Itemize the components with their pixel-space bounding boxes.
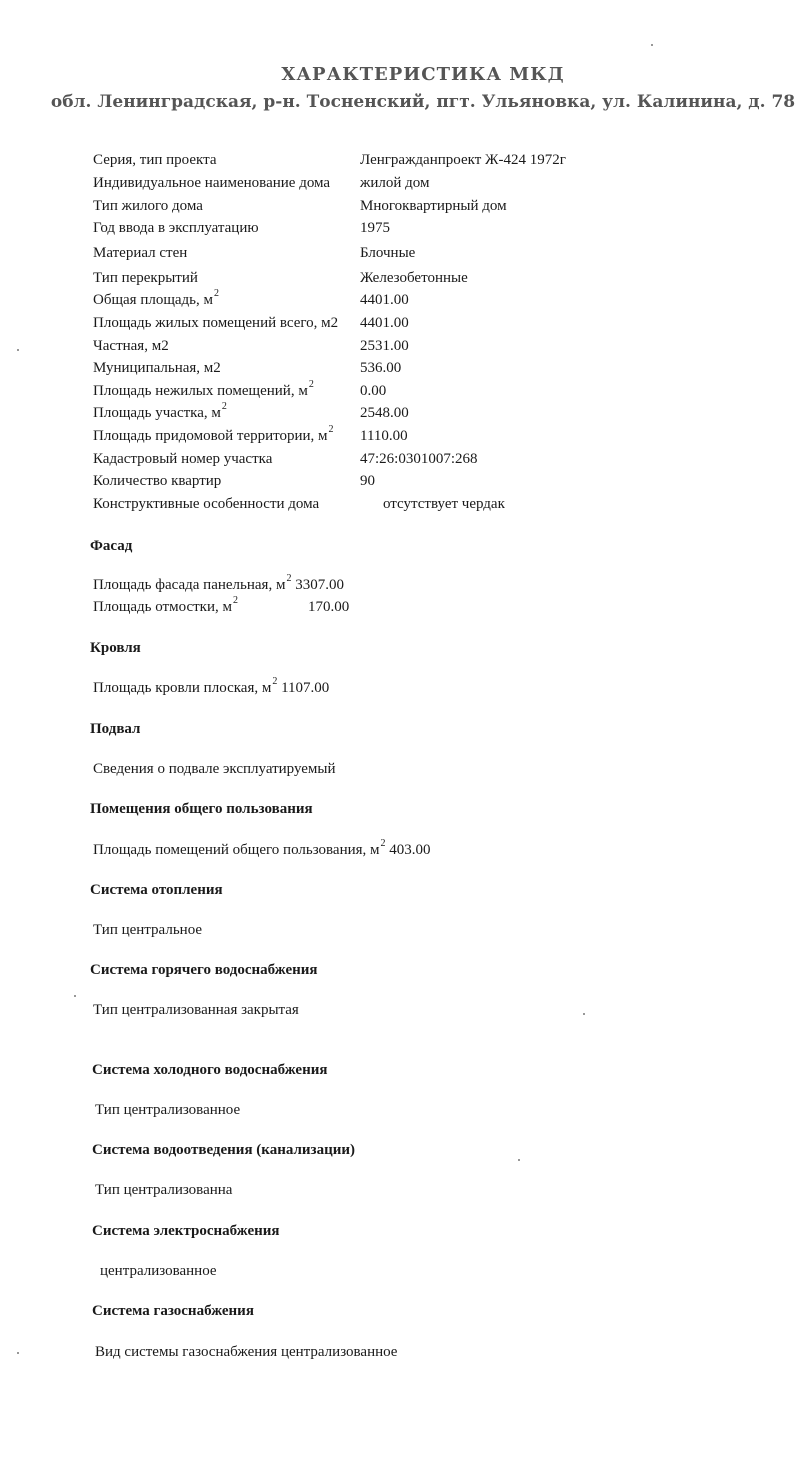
hot-water-type: Тип централизованная закрытая (93, 1002, 299, 1018)
roof-area: Площадь кровли плоская, $м^2$ 1107.00 (93, 676, 330, 696)
row-label: Площадь придомовой территории, $м^2$ (93, 424, 334, 444)
row-value: отсутствует чердак (383, 496, 505, 512)
square-superscript: 2 (328, 424, 334, 435)
row-value: Железобетонные (360, 270, 468, 286)
document-address: обл. Ленинградская, р-н. Тосненский, пгт. Ульяновка, ул. Калинина, д. 78 (50, 92, 796, 112)
row-label: Тип перекрытий (93, 270, 198, 286)
row-value: 4401.00 (360, 315, 409, 331)
row-label: Индивидуальное наименование дома (93, 175, 331, 191)
row-label: Муниципальная, м2 (93, 360, 221, 376)
row-value: 1110.00 (360, 428, 408, 444)
row-value: 90 (360, 473, 375, 489)
document-title: ХАРАКТЕРИСТИКА МКД (281, 64, 565, 85)
row-value: жилой дом (360, 175, 430, 191)
row-label: Серия, тип проекта (93, 152, 217, 168)
scan-speck (74, 995, 76, 997)
row-value: 1975 (360, 220, 390, 236)
row-label: Год ввода в эксплуатацию (93, 220, 259, 236)
row-label: Площадь участка, $м^2$ (93, 401, 227, 421)
common-area-value: 403.00 (389, 842, 431, 858)
row-value: 4401.00 (360, 292, 409, 308)
facade-panel-area: Площадь фасада панельная, $м^2$ 3307.00 (93, 573, 344, 593)
cold-water-type: Тип централизованное (95, 1102, 241, 1118)
row-value: 2531.00 (360, 338, 409, 354)
square-superscript: 2 (308, 379, 314, 390)
square-superscript: 2 (233, 595, 238, 606)
row-label: Тип жилого дома (93, 198, 203, 214)
section-heading-heating: Система отопления (90, 882, 223, 898)
section-heading-sewerage: Система водоотведения (канализации) (92, 1142, 355, 1158)
row-value: Ленгражданпроект Ж-424 1972г (360, 152, 566, 168)
section-heading-basement: Подвал (90, 721, 141, 737)
square-superscript: 2 (214, 288, 220, 299)
electricity-type: централизованное (100, 1263, 217, 1279)
section-heading-electricity: Система электроснабжения (92, 1223, 280, 1239)
sewerage-type: Тип централизованна (95, 1182, 233, 1198)
row-value: Блочные (360, 245, 416, 261)
row-value: 2548.00 (360, 405, 409, 421)
scan-speck (17, 349, 19, 351)
section-heading-roof: Кровля (90, 640, 141, 656)
scan-speck (583, 1013, 585, 1015)
scan-speck (17, 1352, 19, 1354)
square-superscript: 2 (380, 838, 386, 849)
row-value: 536.00 (360, 360, 402, 376)
row-value: Многоквартирный дом (360, 198, 507, 214)
row-label: Общая площадь, $м^2$ (93, 288, 220, 308)
section-heading-cold-water: Система холодного водоснабжения (92, 1062, 328, 1078)
common-area: Площадь помещений общего пользования, $м^2$ 403.00 (93, 838, 431, 858)
section-heading-gas: Система газоснабжения (92, 1303, 254, 1319)
roof-area-value: 1107.00 (281, 680, 330, 696)
row-label: Кадастровый номер участка (93, 451, 273, 467)
gas-type: Вид системы газоснабжения централизованное (95, 1344, 398, 1360)
section-heading-common-areas: Помещения общего пользования (90, 801, 313, 817)
scan-speck (518, 1159, 520, 1161)
square-superscript: 2 (286, 573, 292, 584)
row-label: Частная, м2 (93, 338, 169, 354)
basement-info: Сведения о подвале эксплуатируемый (93, 761, 336, 777)
blind-area-value: 170.00 (308, 599, 350, 615)
square-superscript: 2 (221, 401, 227, 412)
row-label: Количество квартир (93, 473, 222, 489)
row-label: Площадь нежилых помещений, $м^2$ (93, 379, 314, 399)
facade-panel-value: 3307.00 (295, 577, 344, 593)
row-label: Материал стен (93, 245, 188, 261)
row-value: 47:26:0301007:268 (360, 451, 478, 467)
scan-speck (651, 44, 653, 46)
heating-type: Тип центральное (93, 922, 203, 938)
section-heading-facade: Фасад (90, 538, 133, 554)
row-value: 0.00 (360, 383, 387, 399)
row-label: Площадь жилых помещений всего, м2 (93, 315, 339, 331)
blind-area: Площадь отмостки, $м^2$ 170.00 (93, 595, 350, 615)
section-heading-hot-water: Система горячего водоснабжения (90, 962, 318, 978)
row-label: Конструктивные особенности дома (93, 496, 320, 512)
square-superscript: 2 (272, 676, 278, 687)
